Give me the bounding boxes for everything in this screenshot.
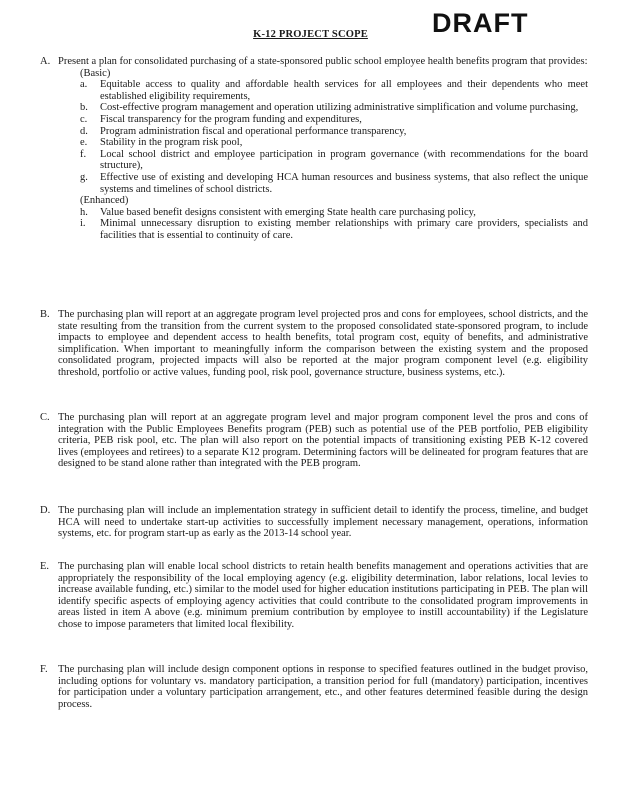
list-item: [80, 149, 588, 172]
page-title: K-12 PROJECT SCOPE: [253, 29, 368, 40]
enhanced-label: (Enhanced): [80, 195, 129, 207]
item-text: Equitable access to quality and affordable health services for all employees and their dependents who meet established eligibility requirements,: [100, 79, 588, 102]
section-e-letter: E.: [40, 561, 50, 572]
item-marker: e.: [80, 137, 88, 149]
item-marker: h.: [80, 206, 88, 218]
item-marker: g.: [80, 171, 88, 183]
item-marker: b.: [80, 102, 88, 114]
section-f-letter: F.: [40, 664, 48, 675]
section-b-text: The purchasing plan will report at an aggregate program level projected pros and cons for employees, school districts, and the state resulting from the transition from the current system to the proposed consolidated state-sponsored program, to include impacts to employee and dependent access to health benefits, total program cost, equity of benefits, and administrative simplification. When important to meaningfully inform the comparison between the existing system and the proposed consolidated program, projected impacts will also be reported at the major program component level (e.g. eligibility threshold, portfolio or active values, funding pool, risk pool, governance structure, business systems, etc.).: [58, 309, 588, 378]
basic-items-list: [58, 79, 588, 195]
section-b-letter: B.: [40, 309, 50, 320]
item-marker: c.: [80, 113, 88, 125]
item-text: Program administration fiscal and operational performance transparency,: [100, 125, 407, 137]
item-marker: f.: [80, 148, 87, 160]
section-f: [40, 664, 588, 710]
list-item: [80, 172, 588, 195]
section-a-body: [58, 56, 588, 242]
item-text: Fiscal transparency for the program funding and expenditures,: [100, 113, 362, 125]
draft-stamp: DRAFT: [432, 8, 529, 38]
item-marker: i.: [80, 218, 86, 230]
section-a: [40, 56, 588, 242]
section-e-text: The purchasing plan will enable local school districts to retain health benefits management and operations activities that are appropriately the responsibility of the local employing agency (e.g. eligibility determination, labor relations, local levies to increase available funding, etc.) similar to the model used for higher education institutions participating in PEB. The plan will identify specific aspects of employing agency activities that could contribute to the consolidated program improvements in areas listed in item A above (e.g. minimum premium contribution by employee to instill accountability) if the Legislature chose to impose parameters that limited local flexibility.: [58, 561, 588, 630]
list-item: [80, 218, 588, 241]
list-item: [80, 102, 588, 114]
item-text: Stability in the program risk pool,: [100, 137, 243, 149]
list-item: [80, 79, 588, 102]
section-d-letter: D.: [40, 505, 51, 516]
section-a-intro: Present a plan for consolidated purchasing of a state-sponsored public school employee health benefits program that provides:: [58, 56, 588, 67]
section-c-letter: C.: [40, 412, 50, 423]
list-item: [80, 126, 588, 138]
section-c-text: The purchasing plan will report at an aggregate program level and major program component level the pros and cons of integration with the Public Employees Benefits program (PEB) such as potential use of the PEB portfolio, PEB eligibility criteria, PEB risk pool, etc. The plan will also report on the potential impacts of transitioning existing PEB K-12 covered lives (employees and retirees) to a separate K12 program. Determining factors will be delineated for program features that are designed to be stand alone rather than integrated with the PEB program.: [58, 412, 588, 470]
item-marker: a.: [80, 79, 88, 91]
enhanced-items-list: [58, 207, 588, 242]
section-b: [40, 309, 588, 379]
section-a-letter: A.: [40, 56, 51, 67]
section-e: [40, 561, 588, 631]
item-text: Minimal unnecessary disruption to existing member relationships with primary care providers, specialists and facilities that is essential to continuity of care.: [100, 218, 588, 241]
section-d: [40, 505, 588, 540]
item-marker: d.: [80, 125, 88, 137]
item-text: Cost-effective program management and operation utilizing administrative simplification and volume purchasing,: [100, 102, 579, 114]
basic-label: (Basic): [80, 67, 111, 79]
list-item: [80, 137, 588, 149]
section-f-text: The purchasing plan will include design component options in response to specified features outlined in the budget proviso, including options for voluntary vs. mandatory participation, a transition period for full (mandatory) participation, incentives for participation under a voluntary participation arrangement, etc., and other features determined feasible during the design process.: [58, 664, 588, 710]
section-d-text: The purchasing plan will include an implementation strategy in sufficient detail to identify the process, timeline, and budget HCA will need to undertake start-up activities to successfully implement necessary management, operations, information systems, etc. for program start-up as early as the 2013-14 school year.: [58, 505, 588, 540]
item-text: Local school district and employee participation in program governance (with recommendations for the board structure),: [100, 148, 588, 172]
item-text: Effective use of existing and developing HCA human resources and business systems, that also reflect the unique systems and timelines of school districts.: [100, 171, 588, 195]
item-text: Value based benefit designs consistent with emerging State health care purchasing policy,: [100, 206, 476, 218]
list-item: [80, 207, 588, 219]
list-item: [80, 114, 588, 126]
section-c: [40, 412, 588, 470]
